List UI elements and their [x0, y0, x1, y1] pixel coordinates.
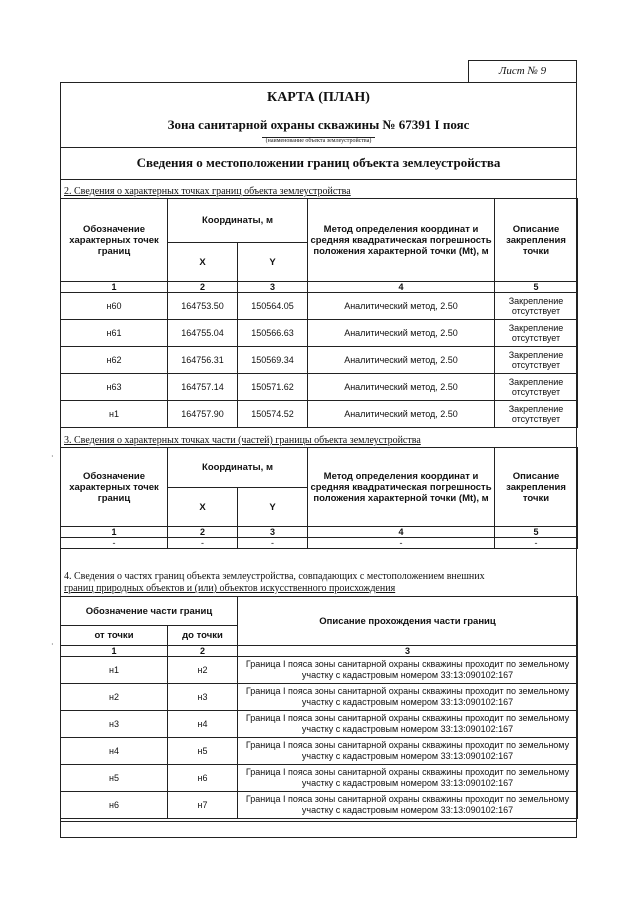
- col-number: 2: [168, 646, 238, 657]
- col-number: 2: [168, 282, 238, 293]
- point-cell: н63: [61, 374, 168, 401]
- method-cell: Аналитический метод, 2.50: [308, 293, 495, 320]
- method-cell: Аналитический метод, 2.50: [308, 374, 495, 401]
- section4-table: [60, 596, 578, 819]
- col-header-description: Описание закрепления точки: [495, 199, 578, 282]
- from-cell: н5: [61, 765, 168, 792]
- col-header-designation: Обозначение характерных точек границ: [61, 199, 168, 282]
- y-cell: 150566.63: [238, 320, 308, 347]
- col-header-designation: Обозначение характерных точек границ: [61, 448, 168, 527]
- col-number: 5: [495, 527, 578, 538]
- table-row: [61, 538, 578, 549]
- col-header-from: от точки: [61, 626, 168, 646]
- y-cell: 150571.62: [238, 374, 308, 401]
- fix-cell: Закрепление отсутствует: [495, 320, 578, 347]
- col-number: 1: [61, 282, 168, 293]
- x-cell: 164756.31: [168, 347, 238, 374]
- section-title: Сведения о местоположении границ объекта землеустройства: [136, 155, 501, 170]
- x-cell: 164753.50: [168, 293, 238, 320]
- empty-cell: -: [168, 538, 238, 549]
- table-row: [61, 738, 578, 765]
- to-cell: н5: [168, 738, 238, 765]
- point-cell: н62: [61, 347, 168, 374]
- from-cell: н3: [61, 711, 168, 738]
- table-row: [61, 401, 578, 428]
- document-title: КАРТА (ПЛАН): [267, 90, 370, 105]
- col-header-method: Метод определения координат и средняя квадратическая погрешность положения характерной точки (Mt), м: [308, 448, 495, 527]
- col-header-part: Обозначение части границ: [61, 597, 238, 626]
- col-number: 3: [238, 646, 578, 657]
- table-row: [61, 765, 578, 792]
- col-header-description: Описание закрепления точки: [495, 448, 578, 527]
- x-cell: 164757.90: [168, 401, 238, 428]
- col-number: 4: [308, 527, 495, 538]
- divider: [60, 147, 577, 148]
- table-row: [61, 293, 578, 320]
- from-cell: н4: [61, 738, 168, 765]
- method-cell: Аналитический метод, 2.50: [308, 401, 495, 428]
- frame-bottom-rule: [60, 821, 577, 822]
- point-cell: н1: [61, 401, 168, 428]
- col-header-x: X: [168, 243, 238, 282]
- y-cell: 150569.34: [238, 347, 308, 374]
- fix-cell: Закрепление отсутствует: [495, 374, 578, 401]
- x-cell: 164755.04: [168, 320, 238, 347]
- table-row: [61, 374, 578, 401]
- desc-cell: Граница I пояса зоны санитарной охраны скважины проходит по земельному участку с кадастровым номером 33:13:090102:167: [238, 684, 578, 711]
- desc-cell: Граница I пояса зоны санитарной охраны скважины проходит по земельному участку с кадастровым номером 33:13:090102:167: [238, 657, 578, 684]
- y-cell: 150574.52: [238, 401, 308, 428]
- divider: [60, 179, 577, 180]
- section2-caption: 2. Сведения о характерных точках границ объекта землеустройства: [64, 186, 351, 197]
- to-cell: н3: [168, 684, 238, 711]
- from-cell: н2: [61, 684, 168, 711]
- table-row: [61, 711, 578, 738]
- to-cell: н4: [168, 711, 238, 738]
- table-row: [61, 657, 578, 684]
- section3-caption: 3. Сведения о характерных точках части (частей) границы объекта землеустройства: [64, 435, 421, 446]
- empty-cell: -: [61, 538, 168, 549]
- col-number: 1: [61, 646, 168, 657]
- col-header-y: Y: [238, 243, 308, 282]
- from-cell: н6: [61, 792, 168, 819]
- desc-cell: Граница I пояса зоны санитарной охраны скважины проходит по земельному участку с кадастровым номером 33:13:090102:167: [238, 792, 578, 819]
- col-number: 1: [61, 527, 168, 538]
- fix-cell: Закрепление отсутствует: [495, 347, 578, 374]
- table-row: [61, 684, 578, 711]
- margin-mark: ·: [51, 640, 54, 649]
- x-cell: 164757.14: [168, 374, 238, 401]
- to-cell: н7: [168, 792, 238, 819]
- table-row: [61, 347, 578, 374]
- col-header-method: Метод определения координат и средняя квадратическая погрешность положения характерной точки (Mt), м: [308, 199, 495, 282]
- to-cell: н2: [168, 657, 238, 684]
- col-header-coords: Координаты, м: [168, 199, 308, 243]
- table-row: [61, 320, 578, 347]
- sheet-number: Лист № 9: [468, 60, 577, 82]
- col-number: 5: [495, 282, 578, 293]
- col-number: 4: [308, 282, 495, 293]
- col-number: 3: [238, 282, 308, 293]
- fix-cell: Закрепление отсутствует: [495, 401, 578, 428]
- col-header-x: X: [168, 488, 238, 527]
- empty-cell: -: [495, 538, 578, 549]
- section4-caption-line2: границ природных объектов и (или) объектов искусственного происхождения: [64, 583, 396, 594]
- subtitle-note: (наименование объекта землеустройства): [61, 138, 576, 144]
- desc-cell: Граница I пояса зоны санитарной охраны скважины проходит по земельному участку с кадастровым номером 33:13:090102:167: [238, 711, 578, 738]
- col-header-coords: Координаты, м: [168, 448, 308, 488]
- col-header-y: Y: [238, 488, 308, 527]
- section2-table: [60, 198, 578, 428]
- from-cell: н1: [61, 657, 168, 684]
- section3-table: [60, 447, 578, 549]
- col-header-desc: Описание прохождения части границ: [238, 597, 578, 646]
- margin-mark: ·: [51, 452, 54, 461]
- y-cell: 150564.05: [238, 293, 308, 320]
- empty-cell: -: [308, 538, 495, 549]
- desc-cell: Граница I пояса зоны санитарной охраны скважины проходит по земельному участку с кадастровым номером 33:13:090102:167: [238, 738, 578, 765]
- desc-cell: Граница I пояса зоны санитарной охраны скважины проходит по земельному участку с кадастровым номером 33:13:090102:167: [238, 765, 578, 792]
- col-number: 2: [168, 527, 238, 538]
- col-header-to: до точки: [168, 626, 238, 646]
- point-cell: н60: [61, 293, 168, 320]
- fix-cell: Закрепление отсутствует: [495, 293, 578, 320]
- method-cell: Аналитический метод, 2.50: [308, 347, 495, 374]
- document-subtitle: Зона санитарной охраны скважины № 67391 I пояс: [167, 117, 470, 132]
- empty-cell: -: [238, 538, 308, 549]
- to-cell: н6: [168, 765, 238, 792]
- col-number: 3: [238, 527, 308, 538]
- point-cell: н61: [61, 320, 168, 347]
- section4-caption-line1: 4. Сведения о частях границ объекта землеустройства, совпадающих с местоположением внешних: [64, 571, 485, 582]
- method-cell: Аналитический метод, 2.50: [308, 320, 495, 347]
- table-row: [61, 792, 578, 819]
